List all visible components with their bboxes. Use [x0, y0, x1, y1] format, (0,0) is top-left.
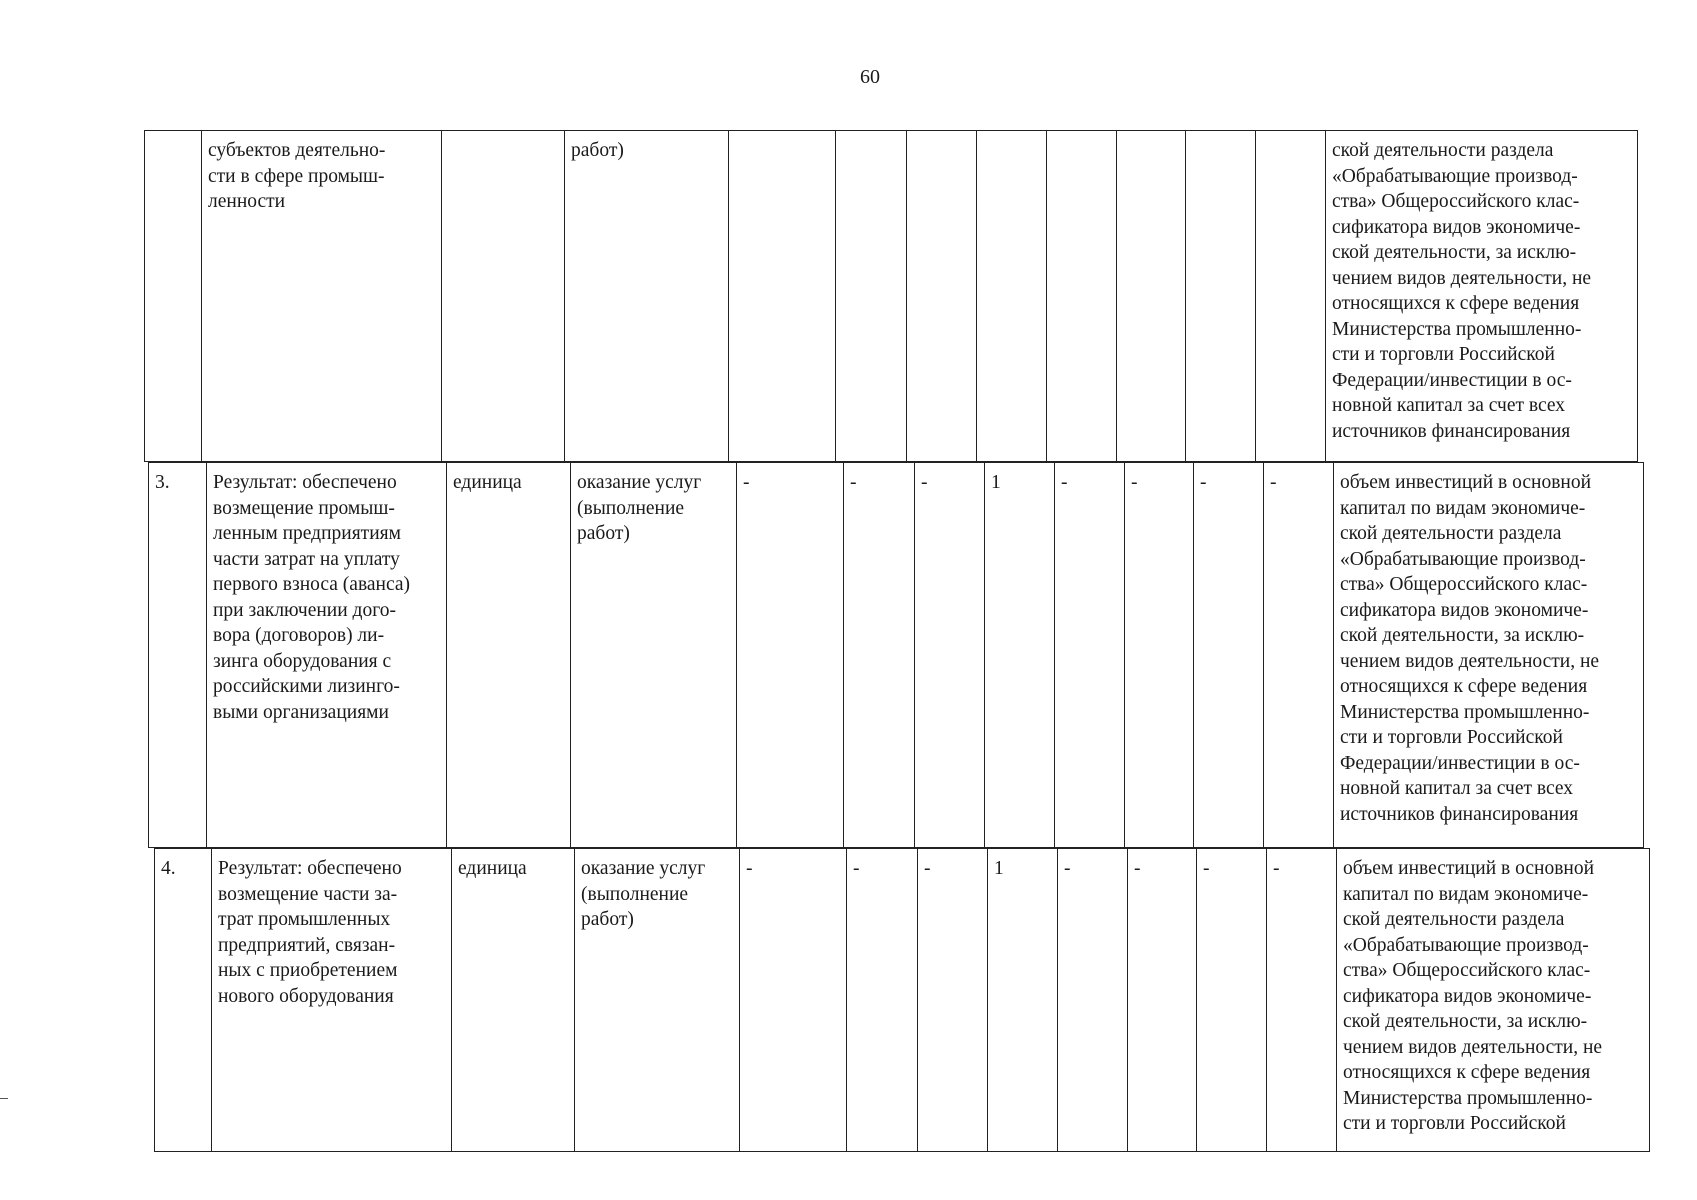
- value-cell: -: [1055, 463, 1125, 848]
- unit-of-measure: единица: [447, 463, 571, 848]
- table-row: [149, 463, 1644, 848]
- row-number: 4.: [155, 849, 212, 1152]
- value-cell: [836, 131, 907, 462]
- value-cell: -: [737, 463, 844, 848]
- value-cell: -: [915, 463, 985, 848]
- value-cell: -: [1267, 849, 1337, 1152]
- results-table-part-2: [148, 462, 1644, 848]
- result-name: Результат: обеспечено возмещение части за- трат промышленных предприятий, связан- ных с приобретением нового оборудования: [212, 849, 452, 1152]
- scan-edge-mark: [0, 1098, 8, 1099]
- value-cell: [729, 131, 836, 462]
- result-type: оказание услуг (выполнение работ): [575, 849, 740, 1152]
- result-type: оказание услуг (выполнение работ): [571, 463, 737, 848]
- value-cell: -: [918, 849, 988, 1152]
- indicator-description: ской деятельности раздела «Обрабатывающие производ- ства» Общероссийского клас- сификатора видов экономиче- ской деятельности, за исклю- чением видов деятельности, не относящихся к сфере ведения Министерства промышленно- сти и торговли Российской Федерации/инвестиции в ос- новной капитал за счет всех источников финансирования: [1326, 131, 1638, 462]
- result-name: субъектов деятельно- сти в сфере промыш- ленности: [202, 131, 442, 462]
- value-cell: -: [1125, 463, 1194, 848]
- value-cell: -: [1058, 849, 1128, 1152]
- value-cell: [1117, 131, 1186, 462]
- value-cell: -: [847, 849, 918, 1152]
- result-name: Результат: обеспечено возмещение промыш- ленным предприятиям части затрат на уплату первого взноса (аванса) при заключении дого- вора (договоров) ли- зинга оборудования с российскими лизинго- выми организациями: [207, 463, 447, 848]
- value-cell: -: [844, 463, 915, 848]
- value-cell: -: [1194, 463, 1264, 848]
- value-cell: [1047, 131, 1117, 462]
- row-number: [145, 131, 202, 462]
- value-cell: 1: [988, 849, 1058, 1152]
- table-row: [155, 849, 1650, 1152]
- result-type: работ): [565, 131, 729, 462]
- table-row: [145, 131, 1638, 462]
- value-cell: [907, 131, 977, 462]
- page-number: 60: [860, 66, 880, 88]
- value-cell: [977, 131, 1047, 462]
- unit-of-measure: [442, 131, 565, 462]
- value-cell: [1256, 131, 1326, 462]
- results-table-part-3: [154, 848, 1650, 1152]
- indicator-description: объем инвестиций в основной капитал по видам экономиче- ской деятельности раздела «Обрабатывающие производ- ства» Общероссийского клас- сификатора видов экономиче- ской деятельности, за исклю- чением видов деятельности, не относящихся к сфере ведения Министерства промышленно- сти и торговли Российской Федерации/инвестиции в ос- новной капитал за счет всех источников финансирования: [1334, 463, 1644, 848]
- indicator-description: объем инвестиций в основной капитал по видам экономиче- ской деятельности раздела «Обрабатывающие производ- ства» Общероссийского клас- сификатора видов экономиче- ской деятельности, за исклю- чением видов деятельности, не относящихся к сфере ведения Министерства промышленно- сти и торговли Российской: [1337, 849, 1650, 1152]
- value-cell: 1: [985, 463, 1055, 848]
- value-cell: -: [1264, 463, 1334, 848]
- unit-of-measure: единица: [452, 849, 575, 1152]
- value-cell: -: [740, 849, 847, 1152]
- value-cell: -: [1197, 849, 1267, 1152]
- value-cell: [1186, 131, 1256, 462]
- value-cell: -: [1128, 849, 1197, 1152]
- results-table-part-1: [144, 130, 1638, 462]
- row-number: 3.: [149, 463, 207, 848]
